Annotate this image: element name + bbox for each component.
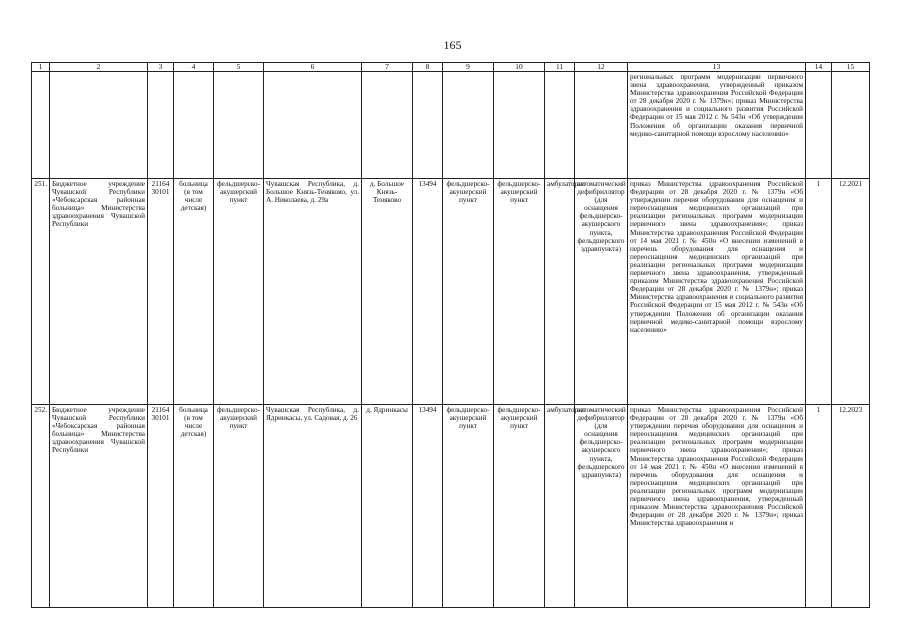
- equipment-cell: автоматический дефибриллятор (для оснащения фельдшерско-акушерского пункта, фельдшерского здравпункта): [575, 179, 628, 405]
- form-planned-cell: фельдшерско-акушерский пункт: [494, 405, 545, 608]
- organization-cell: Бюджетное учреждение Чувашской Республики «Чебоксарская районная больница» Министерства здравоохранения Чувашской Республики: [50, 179, 148, 405]
- column-numbers-row: [32, 63, 870, 72]
- column-header: 11: [545, 63, 575, 72]
- row-number: 251.: [32, 179, 50, 405]
- column-header: 10: [494, 63, 545, 72]
- address-cell: Чувашская Республика, д. Ядринкасы, ул. Садовая, д. 26: [264, 405, 362, 608]
- code-cell: 21164 30101: [148, 179, 174, 405]
- column-header: 7: [362, 63, 413, 72]
- form-current-cell: фельдшерско-акушерский пункт: [443, 405, 494, 608]
- type-cell: больница (в том числе детская): [174, 405, 214, 608]
- basis-cell: региональных программ модернизации первичного звена здравоохранения, утвержденный приказом Министерства здравоохранения Российской Федерации от 28 декабря 2020 г. № 1379н»; приказ Министерства здравоохранения и социального развития Российской Федерации от 15 мая 2012 г. № 543н «Об утверждении Положения об организации оказания первичной медико-санитарной помощи взрослому населению»: [628, 72, 806, 179]
- address-cell: Чувашская Республика, д. Большое Князь-Теняково, ул. А. Николаева, д. 29а: [264, 179, 362, 405]
- equipment-table: [31, 62, 870, 608]
- code2-cell: 13494: [413, 405, 443, 608]
- column-header: 2: [50, 63, 148, 72]
- code2-cell: 13494: [413, 179, 443, 405]
- organization-cell: Бюджетное учреждение Чувашской Республики «Чебоксарская районная больница» Министерства здравоохранения Чувашской Республики: [50, 405, 148, 608]
- subdivision-cell: фельдшерско-акушерский пункт: [214, 179, 264, 405]
- page-number: 165: [443, 38, 462, 52]
- code-cell: 21164 30101: [148, 405, 174, 608]
- equipment-cell: автоматический дефибриллятор (для оснащения фельдшерско-акушерского пункта, фельдшерского здравпункта): [575, 405, 628, 608]
- table-row: [32, 179, 870, 405]
- date-cell: 12.2023: [832, 405, 870, 608]
- column-header: 8: [413, 63, 443, 72]
- column-header: 15: [832, 63, 870, 72]
- care-cell: амбулаторно: [545, 179, 575, 405]
- column-header: 1: [32, 63, 50, 72]
- quantity-cell: 1: [806, 179, 832, 405]
- form-planned-cell: фельдшерско-акушерский пункт: [494, 179, 545, 405]
- subdivision-cell: фельдшерско-акушерский пункт: [214, 405, 264, 608]
- table-row: [32, 405, 870, 608]
- basis-cell: приказ Министерства здравоохранения Российской Федерации от 28 декабря 2020 г. № 1379н «Об утверждении перечня оборудования для оснащения и переоснащения медицинских организаций при реализации региональных программ модернизации первичного звена здравоохранения»; приказ Министерства здравоохранения Российской Федерации от 14 мая 2021 г. № 450н «О внесении изменений в перечень оборудования для оснащения и переоснащения медицинских организаций при реализации региональных программ модернизации первичного звена здравоохранения, утвержденный приказом Министерства здравоохранения Российской Федерации от 28 декабря 2020 г. № 1379н»; приказ Министерства здравоохранения и: [628, 405, 806, 608]
- row-number: 252.: [32, 405, 50, 608]
- column-header: 6: [264, 63, 362, 72]
- column-header: 5: [214, 63, 264, 72]
- date-cell: 12.2021: [832, 179, 870, 405]
- basis-cell: приказ Министерства здравоохранения Российской Федерации от 28 декабря 2020 г. № 1379н «Об утверждении перечня оборудования для оснащения и переоснащения медицинских организаций при реализации региональных программ модернизации первичного звена здравоохранения»; приказ Министерства здравоохранения Российской Федерации от 14 мая 2021 г. № 450н «О внесении изменений в перечень оборудования для оснащения и переоснащения медицинских организаций при реализации региональных программ модернизации первичного звена здравоохранения, утвержденный приказом Министерства здравоохранения Российской Федерации от 28 декабря 2020 г. № 1379н»; приказ Министерства здравоохранения и социального развития Российской Федерации от 15 мая 2012 г. № 543н «Об утверждении Положения об организации оказания первичной медико-санитарной помощи взрослому населению»: [628, 179, 806, 405]
- column-header: 14: [806, 63, 832, 72]
- settlement-cell: д. Большое Князь-Теняково: [362, 179, 413, 405]
- column-header: 13: [628, 63, 806, 72]
- column-header: 12: [575, 63, 628, 72]
- continuation-row: [32, 72, 870, 179]
- form-current-cell: фельдшерско-акушерский пункт: [443, 179, 494, 405]
- quantity-cell: 1: [806, 405, 832, 608]
- column-header: 9: [443, 63, 494, 72]
- column-header: 4: [174, 63, 214, 72]
- column-header: 3: [148, 63, 174, 72]
- settlement-cell: д. Ядринкасы: [362, 405, 413, 608]
- care-cell: амбулаторно: [545, 405, 575, 608]
- type-cell: больница (в том числе детская): [174, 179, 214, 405]
